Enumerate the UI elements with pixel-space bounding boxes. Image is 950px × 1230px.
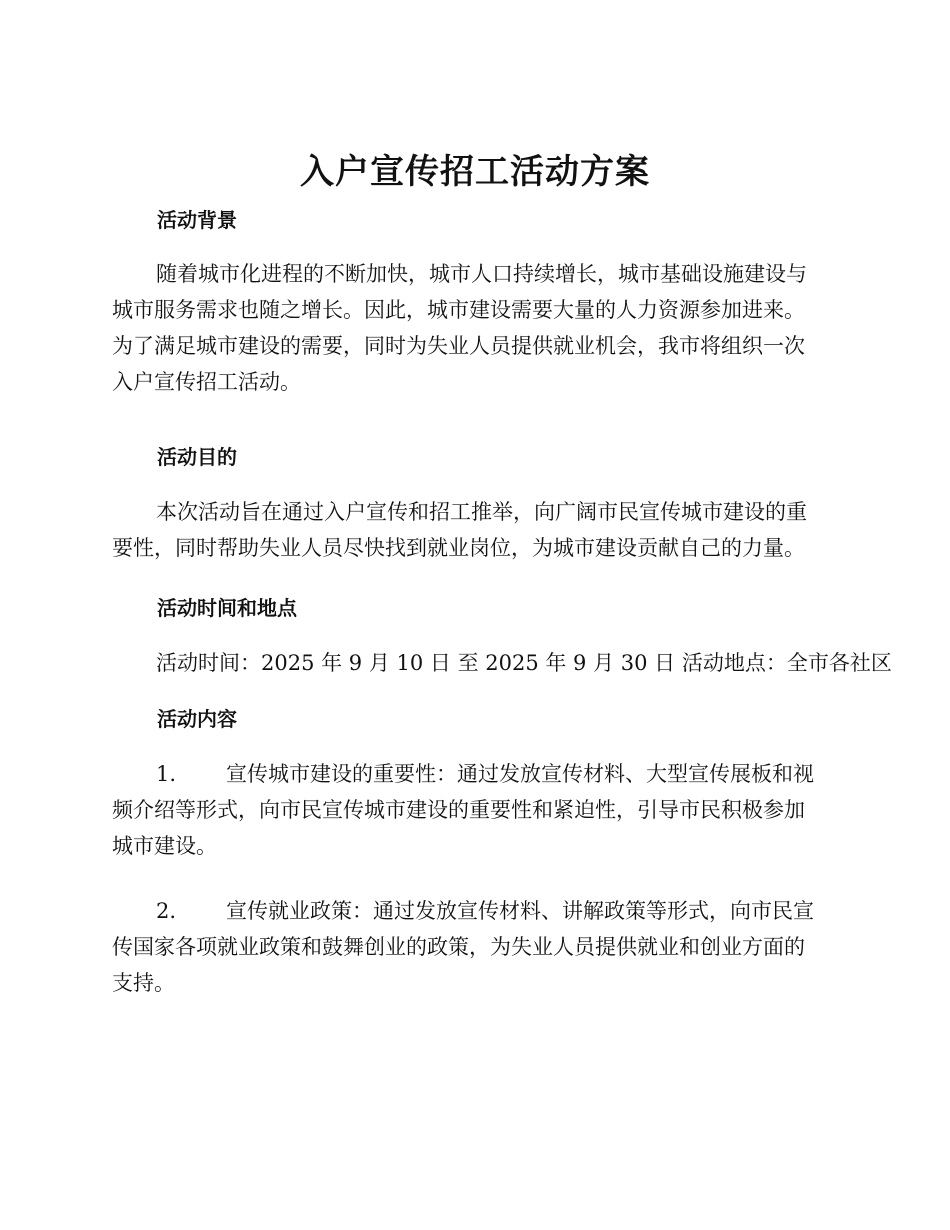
section-paragraph-time-place xyxy=(112,645,892,681)
paragraph-line: 频介绍等形式，向市民宣传城市建设的重要性和紧迫性，引导市民积极参加 xyxy=(112,798,805,822)
paragraph-line: 活动时间：2025 年 9 月 10 日 至 2025 年 9 月 30 日 活动地点：全市各社区 xyxy=(156,651,892,675)
section-heading-background: 活动背景 xyxy=(157,208,237,232)
paragraph-line: 城市建设。 xyxy=(112,834,217,858)
content-list-item xyxy=(112,756,838,864)
paragraph-line: 传国家各项就业政策和鼓舞创业的政策，为失业人员提供就业和创业方面的 xyxy=(112,935,805,959)
section-heading-time-place: 活动时间和地点 xyxy=(157,596,297,620)
paragraph-line: 城市服务需求也随之增长。因此，城市建设需要大量的人力资源参加进来。 xyxy=(112,298,805,322)
list-item-number: 1. xyxy=(156,762,177,786)
content-list-item xyxy=(112,893,838,1001)
paragraph-line: 要性，同时帮助失业人员尽快找到就业岗位，为城市建设贡献自己的力量。 xyxy=(112,536,805,560)
list-item-number: 2. xyxy=(156,899,177,923)
paragraph-line: 随着城市化进程的不断加快，城市人口持续增长，城市基础设施建设与 xyxy=(156,262,807,286)
paragraph-line: 2. 宣传就业政策：通过发放宣传材料、讲解政策等形式，向市民宣 xyxy=(112,893,838,929)
document-title: 入户宣传招工活动方案 xyxy=(300,152,650,192)
paragraph-line: 支持。 xyxy=(112,971,175,995)
paragraph-line: 为了满足城市建设的需要，同时为失业人员提供就业机会，我市将组织一次 xyxy=(112,334,805,358)
section-heading-purpose: 活动目的 xyxy=(157,445,237,469)
paragraph-line: 入户宣传招工活动。 xyxy=(112,370,301,394)
section-paragraph-background xyxy=(112,256,838,400)
paragraph-line: 1. 宣传城市建设的重要性：通过发放宣传材料、大型宣传展板和视 xyxy=(112,756,838,792)
section-heading-content: 活动内容 xyxy=(157,707,237,731)
section-paragraph-purpose xyxy=(112,494,838,566)
paragraph-line: 本次活动旨在通过入户宣传和招工推举，向广阔市民宣传城市建设的重 xyxy=(156,500,807,524)
